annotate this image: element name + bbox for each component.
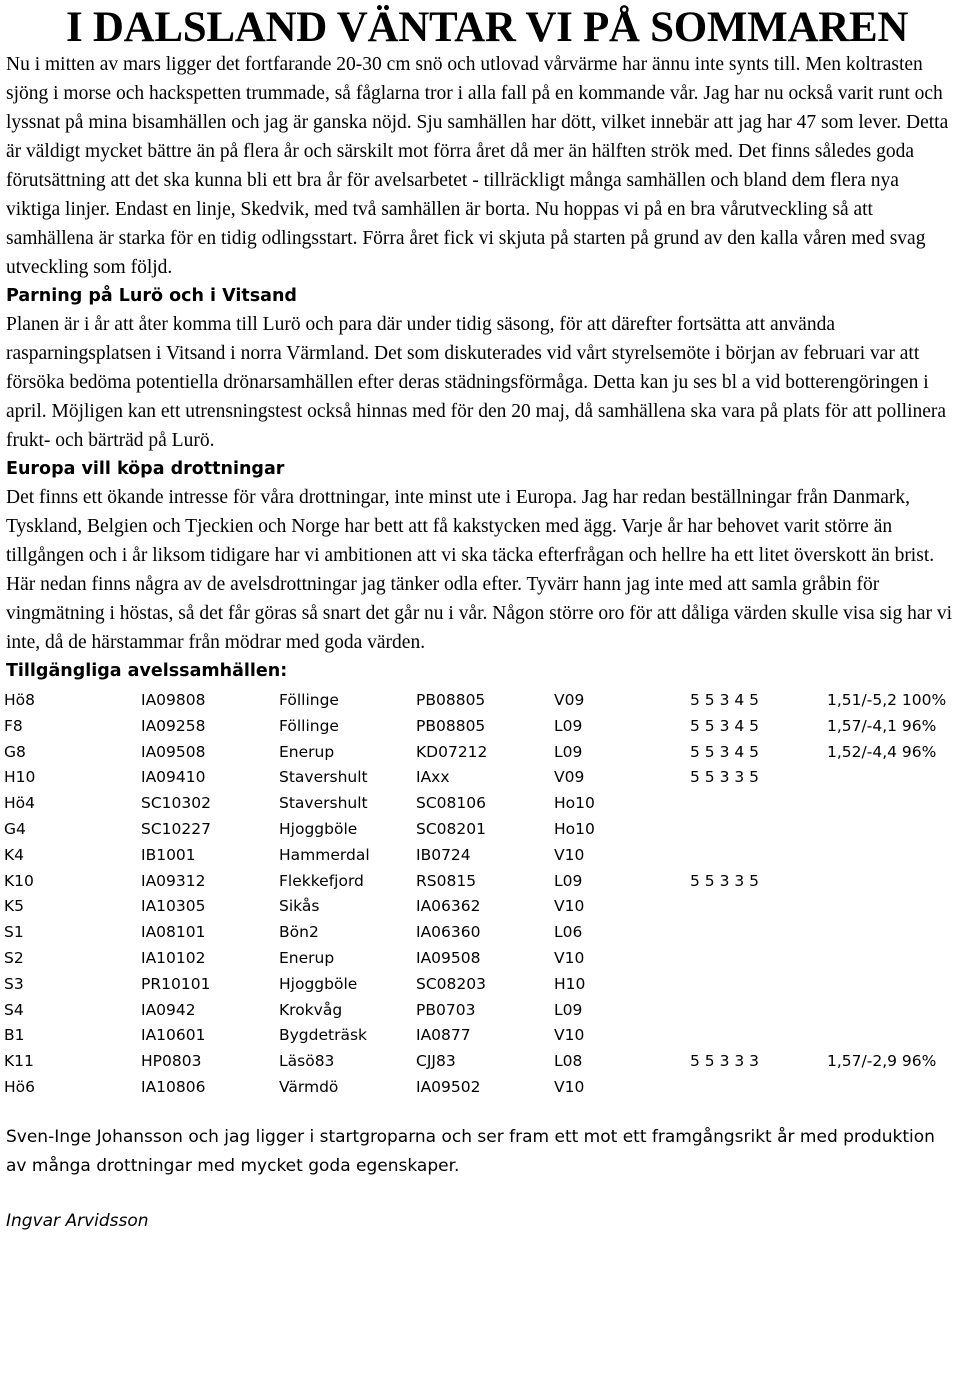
- table-row: [4, 894, 960, 920]
- closing-paragraph: Sven-Inge Johansson och jag ligger i startgroparna och ser fram ett mot ett framgångsrikt år med produktion av många drottningar med mycket goda egenskaper.: [6, 1126, 935, 1176]
- table-cell-mating: V10: [554, 897, 585, 916]
- table-row: [4, 972, 960, 998]
- table-cell-wing-index: 1,52/-4,4 96%: [827, 742, 937, 761]
- table-cell-origin: Stavershult: [279, 768, 368, 787]
- table-cell-origin: Föllinge: [279, 691, 339, 709]
- table-row: [4, 791, 960, 817]
- table-cell-origin: Läsö83: [279, 1052, 335, 1071]
- section-paragraph-europa: Det finns ett ökande intresse för våra drottningar, inte minst ute i Europa. Jag har redan beställningar från Danmark, Tyskland, Belgien och Tjeckien och Norge har bett att få kakstycken med ägg. Varje år har behovet varit större än tillgången och i år liksom tidigare har vi ambitionen att vi ska täcka efterfrågan och hellre ha ett litet överskott än brist. Här nedan finns några av de avelsdrottningar jag tänker odla efter. Tyvärr hann jag inte med att samla gråbin för vingmätning i höstas, så det får göras så snart det går nu i vår. Någon större oro för att dåliga värden skulle visa sig har vi inte, då de härstammar från mödrar med goda värden.: [6, 487, 953, 653]
- table-cell-colony-id: Hö4: [4, 794, 35, 813]
- table-cell-queen-code: IB1001: [141, 845, 196, 864]
- table-cell-colony-id: Hö6: [4, 1077, 35, 1096]
- table-cell-wing-index: [827, 1023, 957, 1049]
- table-cell-wing-index: [827, 1075, 957, 1101]
- table-cell-scores: 5 5 3 4 5: [690, 742, 760, 761]
- table-cell-mating: L08: [554, 1052, 583, 1071]
- table-cell-mother-code: SC08106: [416, 794, 486, 813]
- table-cell-queen-code: IA10305: [141, 897, 206, 916]
- table-row: [4, 740, 960, 766]
- table-row: [4, 946, 960, 972]
- table-cell-origin: Flekkefjord: [279, 871, 364, 890]
- table-cell-queen-code: SC10302: [141, 794, 211, 813]
- table-cell-wing-index: [827, 972, 957, 998]
- table-cell-queen-code: IA10102: [141, 948, 206, 967]
- table-cell-colony-id: G4: [4, 819, 26, 838]
- table-cell-colony-id: H10: [4, 768, 36, 787]
- table-cell-wing-index: 1,57/-2,9 96%: [827, 1052, 937, 1071]
- table-cell-mating: V10: [554, 845, 585, 864]
- table-cell-wing-index: [827, 946, 957, 972]
- table-cell-mother-code: IA06360: [416, 923, 481, 942]
- table-cell-mating: L09: [554, 742, 583, 761]
- table-cell-mating: V09: [554, 691, 585, 709]
- table-row: [4, 1075, 960, 1101]
- table-cell-queen-code: IA09410: [141, 768, 206, 787]
- table-cell-scores: 5 5 3 4 5: [690, 691, 760, 709]
- table-row: [4, 1023, 960, 1049]
- table-cell-queen-code: PR10101: [141, 974, 211, 993]
- table-heading: Tillgängliga avelssamhällen:: [6, 661, 288, 681]
- table-cell-queen-code: IA09508: [141, 742, 206, 761]
- table-cell-mother-code: IAxx: [416, 768, 450, 787]
- table-cell-mother-code: PB0703: [416, 1000, 476, 1019]
- table-cell-origin: Krokvåg: [279, 1000, 343, 1019]
- author-signature: Ingvar Arvidsson: [6, 1210, 149, 1231]
- table-row: [4, 998, 960, 1024]
- table-cell-colony-id: B1: [4, 1026, 25, 1045]
- table-cell-colony-id: S2: [4, 948, 24, 967]
- table-cell-colony-id: G8: [4, 742, 26, 761]
- table-cell-mating: V10: [554, 1077, 585, 1096]
- table-cell-queen-code: IA10601: [141, 1026, 206, 1045]
- table-cell-mother-code: KD07212: [416, 742, 488, 761]
- table-cell-scores: [690, 894, 827, 920]
- breeding-colonies-table: [0, 685, 960, 1101]
- table-cell-mating: L09: [554, 1000, 583, 1019]
- table-cell-wing-index: [827, 869, 957, 895]
- table-cell-origin: Bön2: [279, 923, 319, 942]
- section-paragraph-parning: Planen är i år att åter komma till Lurö och para där under tidig säsong, för att därefter fortsätta att använda rasparningsplatsen i Vitsand i norra Värmland. Det som diskuterades vid vårt styrelsemöte i början av februari var att försöka bedöma potentiella drönarsamhällen efter deras städningsförmåga. Detta kan ju ses bl a vid botterengöringen i april. Möjligen kan ett utrensningstest också hinnas med för den 20 maj, då samhällena ska vara på plats för att pollinera frukt- och bärträd på Lurö.: [6, 314, 947, 451]
- table-cell-origin: Bygdeträsk: [279, 1026, 368, 1045]
- table-cell-queen-code: IA09312: [141, 871, 206, 890]
- table-cell-wing-index: [827, 817, 957, 843]
- table-cell-mother-code: IA06362: [416, 897, 481, 916]
- table-cell-scores: [690, 972, 827, 998]
- table-cell-scores: [690, 920, 827, 946]
- table-cell-colony-id: K5: [4, 897, 25, 916]
- table-cell-mating: Ho10: [554, 794, 595, 813]
- table-cell-scores: 5 5 3 3 3: [690, 1052, 760, 1071]
- table-cell-queen-code: SC10227: [141, 819, 211, 838]
- table-cell-origin: Värmdö: [279, 1077, 339, 1096]
- table-row: [4, 843, 960, 869]
- intro-paragraph: Nu i mitten av mars ligger det fortfarande 20-30 cm snö och utlovad vårvärme har ännu inte synts till. Men koltrasten sjöng i morse och hackspetten trummade, så fåglarna tror i alla fall på en kommande vår. Jag har nu också varit runt och lyssnat på mina bisamhällen och jag är ganska nöjd. Sju samhällen har dött, vilket innebär att jag har 47 som lever. Detta är väldigt mycket bättre än på flera år och särskilt mot förra året då mer än hälften strök med. Det finns således goda förutsättning att det ska kunna bli ett bra år för avelsarbetet - tillräckligt många samhällen och bland dem flera nya viktiga linjer. Endast en linje, Skedvik, med två samhällen är borta. Nu hoppas vi på en bra vårutveckling så att samhällena är starka för en tidig odlingsstart. Förra året fick vi skjuta på starten på grund av den kalla våren med svag utveckling som följd.: [6, 54, 949, 278]
- table-cell-mating: H10: [554, 974, 586, 993]
- table-cell-colony-id: S3: [4, 974, 24, 993]
- table-cell-mother-code: IA09502: [416, 1077, 481, 1096]
- table-cell-mother-code: RS0815: [416, 871, 477, 890]
- table-cell-scores: [690, 1023, 827, 1049]
- table-cell-origin: Hjoggböle: [279, 819, 358, 838]
- table-cell-mating: V09: [554, 768, 585, 787]
- table-cell-mother-code: IB0724: [416, 845, 471, 864]
- table-row: [4, 1049, 960, 1075]
- table-cell-wing-index: 1,57/-4,1 96%: [827, 716, 937, 735]
- table-cell-queen-code: HP0803: [141, 1052, 202, 1071]
- table-cell-queen-code: IA10806: [141, 1077, 206, 1096]
- table-cell-scores: [690, 817, 827, 843]
- table-cell-scores: [690, 791, 827, 817]
- table-cell-wing-index: [827, 998, 957, 1024]
- table-cell-origin: Enerup: [279, 742, 335, 761]
- table-cell-colony-id: F8: [4, 716, 23, 735]
- table-cell-queen-code: IA08101: [141, 923, 206, 942]
- table-cell-scores: [690, 1075, 827, 1101]
- table-row: [4, 817, 960, 843]
- table-cell-mother-code: CJJ83: [416, 1052, 456, 1071]
- table-cell-scores: [690, 946, 827, 972]
- table-cell-colony-id: S4: [4, 1000, 24, 1019]
- table-cell-mating: L09: [554, 871, 583, 890]
- table-cell-mother-code: SC08203: [416, 974, 486, 993]
- table-cell-colony-id: K4: [4, 845, 25, 864]
- table-cell-origin: Enerup: [279, 948, 335, 967]
- table-cell-mating: V10: [554, 1026, 585, 1045]
- table-cell-mating: L09: [554, 716, 583, 735]
- table-cell-scores: [690, 843, 827, 869]
- table-cell-mother-code: IA09508: [416, 948, 481, 967]
- table-cell-origin: Stavershult: [279, 794, 368, 813]
- table-cell-wing-index: [827, 894, 957, 920]
- table-cell-mating: Ho10: [554, 819, 595, 838]
- table-row: [4, 688, 960, 714]
- table-cell-colony-id: K11: [4, 1052, 34, 1071]
- table-cell-mother-code: PB08805: [416, 716, 486, 735]
- table-cell-origin: Hammerdal: [279, 845, 370, 864]
- table-row: [4, 920, 960, 946]
- page-title: I DALSLAND VÄNTAR VI PÅ SOMMAREN: [66, 4, 909, 51]
- table-cell-wing-index: [827, 765, 957, 791]
- table-cell-origin: Föllinge: [279, 716, 339, 735]
- table-cell-wing-index: [827, 920, 957, 946]
- table-cell-scores: 5 5 3 3 5: [690, 768, 760, 787]
- section-heading-europa: Europa vill köpa drottningar: [6, 459, 285, 479]
- table-cell-queen-code: IA09258: [141, 716, 206, 735]
- table-cell-origin: Hjoggböle: [279, 974, 358, 993]
- table-cell-wing-index: [827, 791, 957, 817]
- table-cell-mating: V10: [554, 948, 585, 967]
- table-cell-scores: 5 5 3 3 5: [690, 871, 760, 890]
- table-cell-queen-code: IA09808: [141, 691, 206, 709]
- table-cell-mother-code: IA0877: [416, 1026, 471, 1045]
- table-row: [4, 765, 960, 791]
- table-cell-mating: L06: [554, 923, 583, 942]
- table-cell-scores: [690, 998, 827, 1024]
- table-cell-origin: Sikås: [279, 897, 320, 916]
- table-cell-wing-index: [827, 843, 957, 869]
- table-cell-mother-code: SC08201: [416, 819, 486, 838]
- table-cell-colony-id: Hö8: [4, 691, 35, 709]
- table-row: [4, 869, 960, 895]
- table-cell-scores: 5 5 3 4 5: [690, 716, 760, 735]
- table-cell-queen-code: IA0942: [141, 1000, 196, 1019]
- section-heading-parning: Parning på Lurö och i Vitsand: [6, 286, 297, 306]
- table-cell-colony-id: S1: [4, 923, 24, 942]
- table-cell-mother-code: PB08805: [416, 691, 486, 709]
- table-cell-wing-index: 1,51/-5,2 100%: [827, 691, 947, 709]
- table-row: [4, 714, 960, 740]
- table-cell-colony-id: K10: [4, 871, 34, 890]
